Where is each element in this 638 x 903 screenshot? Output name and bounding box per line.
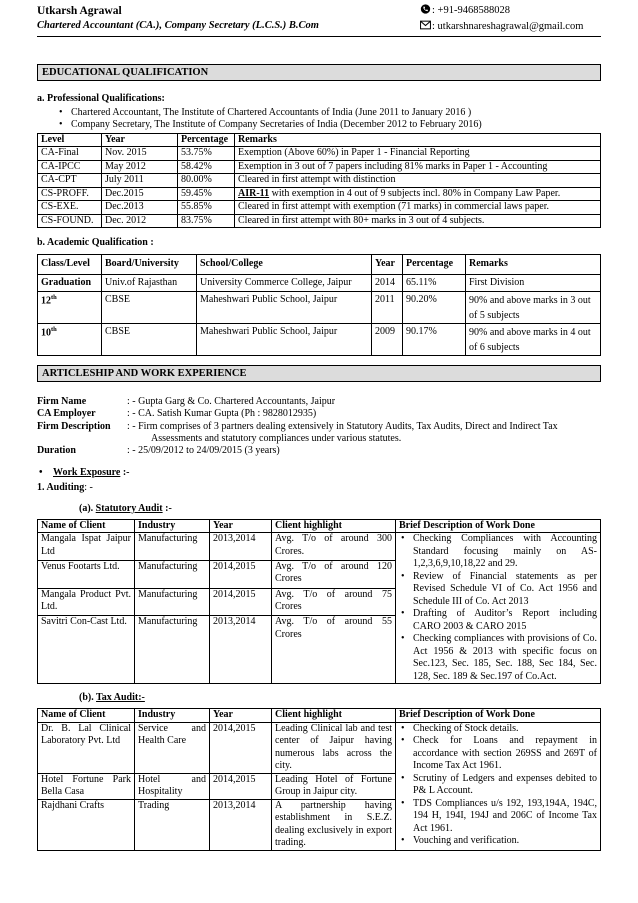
table-cell: Cleared in first attempt with exemption (71 marks) in commercial laws paper. xyxy=(235,201,601,215)
academic-qualification-heading: b. Academic Qualification : xyxy=(37,237,154,249)
table-cell: 53.75% xyxy=(178,147,235,161)
table-row xyxy=(38,214,601,228)
table-cell: Avg. T/o of around 75 Crores xyxy=(272,588,396,616)
table-row xyxy=(38,324,601,356)
tax-prefix: (b). xyxy=(79,692,97,704)
table-cell: Leading Hotel of Fortune Group in Jaipur city. xyxy=(272,773,396,799)
column-header: Client highlight xyxy=(272,519,396,533)
table-cell: 90.17% xyxy=(403,324,466,356)
firm-description-value xyxy=(127,421,601,445)
firm-description-label: Firm Description xyxy=(37,420,111,432)
table-cell: Avg. T/o of around 55 Crores xyxy=(272,616,396,684)
list-item: • Checking of Stock details. xyxy=(399,723,597,736)
table-cell: 2014,2015 xyxy=(210,722,272,773)
table-cell: Trading xyxy=(135,799,210,850)
duration-row xyxy=(37,445,601,457)
table-cell: CBSE xyxy=(102,292,197,324)
table-cell: Dec.2015 xyxy=(102,187,178,201)
firm-details xyxy=(37,396,601,457)
employer-row xyxy=(37,408,601,420)
table-cell: 2013,2014 xyxy=(210,533,272,561)
table-cell: May 2012 xyxy=(102,160,178,174)
duration-value: : - 25/09/2012 to 24/09/2015 (3 years) xyxy=(127,445,280,456)
table-cell: Manufacturing xyxy=(135,588,210,616)
professional-qualifications-heading: a. Professional Qualifications: xyxy=(37,93,165,104)
table-cell: Exemption (Above 60%) in Paper 1 - Financial Reporting xyxy=(235,147,601,161)
list-item: • Vouching and verification. xyxy=(399,835,597,848)
table-cell xyxy=(38,292,102,324)
table-cell: Leading Clinical lab and test center of Jaipur having numerous labs across the city. xyxy=(272,722,396,773)
column-header: Name of Client xyxy=(38,709,135,723)
table-row xyxy=(38,160,601,174)
firm-description-line-2: Assessments and statutory compliances under various statutes. xyxy=(151,432,402,444)
table-cell: Maheshwari Public School, Jaipur xyxy=(197,324,372,356)
work-exposure-label: Work Exposure xyxy=(53,467,121,479)
table-cell: Manufacturing xyxy=(135,616,210,684)
auditing-heading xyxy=(37,482,601,494)
work-exposure-suffix: :- xyxy=(120,467,130,479)
column-header: Brief Description of Work Done xyxy=(396,709,601,723)
column-header: Year xyxy=(210,709,272,723)
statutory-audit-heading xyxy=(37,503,601,515)
ordinal-suffix: th xyxy=(51,294,57,302)
table-cell: Exemption in 3 out of 7 papers including 81% marks in Paper 1 - Accounting xyxy=(235,160,601,174)
table-cell: 2014,2015 xyxy=(210,588,272,616)
table-cell: 2009 xyxy=(372,324,403,356)
work-exposure-heading xyxy=(37,467,601,479)
list-item: • Review of Financial statements as per Revised Schedule VI of Co. Act 1956 and Schedule III of Co. Act 2013 xyxy=(399,571,597,609)
list-item: • Checking Compliances with Accounting Standard focusing mainly on AS-1,2,3,6,9,10,18,22 and 29. xyxy=(399,533,597,571)
table-row xyxy=(38,292,601,324)
section-title-work-experience: ARTICLESHIP AND WORK EXPERIENCE xyxy=(37,365,601,382)
table-cell: CS-PROFF. xyxy=(38,187,102,201)
table-header-row xyxy=(38,709,601,723)
column-header: Class/Level xyxy=(38,255,102,275)
firm-description-row xyxy=(37,421,601,445)
list-item: • TDS Compliances u/s 192, 193,194A, 194C, 194 H, 194I, 194J and 206C of Income Tax Act 1961. xyxy=(399,798,597,836)
phone-contact xyxy=(420,4,510,18)
employer-value: : - CA. Satish Kumar Gupta (Ph : 9828012935) xyxy=(127,408,317,420)
table-cell: 59.45% xyxy=(178,187,235,201)
table-header-row xyxy=(38,133,601,147)
table-row xyxy=(38,174,601,188)
table-cell: 2014,2015 xyxy=(210,560,272,588)
list-item: • Checking compliances with provisions of Co. Act 1956 & 2013 with specific focus on Sec.123, Sec. 185, Sec. 188, Sec 184, Sec. 128, Sec. 189 & Sec.197 of Co.Act. xyxy=(399,633,597,683)
work-description-cell xyxy=(396,533,601,684)
table-cell: Dec.2013 xyxy=(102,201,178,215)
phone-number: : +91-9468588028 xyxy=(432,5,510,16)
column-header: Year xyxy=(372,255,403,275)
table-cell: Avg. T/o of around 120 Crores xyxy=(272,560,396,588)
table-cell: Maheshwari Public School, Jaipur xyxy=(197,292,372,324)
list-item: • Drafting of Auditor’s Report including CARO 2003 & CARO 2015 xyxy=(399,608,597,633)
firm-name-label: Firm Name xyxy=(37,396,87,408)
envelope-icon xyxy=(420,20,431,30)
table-cell: 55.85% xyxy=(178,201,235,215)
email-address[interactable]: : utkarshnareshagrawal@gmail.com xyxy=(432,21,584,32)
table-row xyxy=(38,533,601,561)
table-cell: CS-EXE. xyxy=(38,201,102,215)
table-cell: Dr. B. Lal Clinical Laboratory Pvt. Ltd xyxy=(38,722,135,773)
column-header: Year xyxy=(102,133,178,147)
class-level: 10 xyxy=(41,327,51,339)
table-header-row xyxy=(38,255,601,275)
academic-results-table xyxy=(37,254,601,356)
table-cell: Hotel Fortune Park Bella Casa xyxy=(38,773,135,799)
statutory-label: Statutory Audit xyxy=(95,502,163,514)
duration-label: Duration xyxy=(37,445,76,456)
table-cell: 58.42% xyxy=(178,160,235,174)
column-header: Percentage xyxy=(403,255,466,275)
table-cell: 90.20% xyxy=(403,292,466,324)
table-cell: University Commerce College, Jaipur xyxy=(197,275,372,292)
tax-work-list xyxy=(399,723,597,848)
resume-header xyxy=(37,0,601,48)
table-cell: Manufacturing xyxy=(135,560,210,588)
table-cell: 2013,2014 xyxy=(210,616,272,684)
table-cell: 2014,2015 xyxy=(210,773,272,799)
list-item: • Company Secretary, The Institute of Company Secretaries of India (December 2012 to February 2016) xyxy=(57,119,601,131)
table-cell: Manufacturing xyxy=(135,533,210,561)
professional-qualifications-list xyxy=(37,107,601,131)
ordinal-suffix: th xyxy=(51,326,57,334)
table-cell: Mangala Product Pvt. Ltd. xyxy=(38,588,135,616)
column-header: Brief Description of Work Done xyxy=(396,519,601,533)
column-header: Industry xyxy=(135,709,210,723)
column-header: Client highlight xyxy=(272,709,396,723)
table-row xyxy=(38,187,601,201)
column-header: Remarks xyxy=(235,133,601,147)
table-cell: CA-Final xyxy=(38,147,102,161)
table-cell: 83.75% xyxy=(178,214,235,228)
header-divider xyxy=(37,36,601,37)
table-cell xyxy=(235,187,601,201)
table-row xyxy=(38,275,601,292)
remark-text: with exemption in 4 out of 9 subjects incl. 80% in Company Law Paper. xyxy=(269,187,561,199)
table-cell: 65.11% xyxy=(403,275,466,292)
column-header: Name of Client xyxy=(38,519,135,533)
table-cell: Service and Health Care xyxy=(135,722,210,773)
candidate-name: Utkarsh Agrawal xyxy=(37,5,122,17)
column-header: Year xyxy=(210,519,272,533)
table-cell: Mangala Ispat Jaipur Ltd xyxy=(38,533,135,561)
table-cell: Graduation xyxy=(38,275,102,292)
auditing-suffix: : - xyxy=(84,482,93,494)
table-cell: First Division xyxy=(466,275,601,292)
table-cell: 2011 xyxy=(372,292,403,324)
table-cell: Cleared in first attempt with distinction xyxy=(235,174,601,188)
table-row xyxy=(38,722,601,773)
statutory-suffix: :- xyxy=(162,502,172,514)
column-header: Remarks xyxy=(466,255,601,275)
table-cell: 80.00% xyxy=(178,174,235,188)
table-header-row xyxy=(38,519,601,533)
table-cell xyxy=(38,324,102,356)
table-cell: Dec. 2012 xyxy=(102,214,178,228)
table-cell: Rajdhani Crafts xyxy=(38,799,135,850)
column-header: Level xyxy=(38,133,102,147)
column-header: School/College xyxy=(197,255,372,275)
work-description-cell xyxy=(396,722,601,850)
column-header: Percentage xyxy=(178,133,235,147)
email-contact xyxy=(420,20,583,34)
table-row xyxy=(38,201,601,215)
firm-name-row xyxy=(37,396,601,408)
table-cell: Avg. T/o of around 300 Crores. xyxy=(272,533,396,561)
employer-label: CA Employer xyxy=(37,408,96,420)
table-cell: 2014 xyxy=(372,275,403,292)
firm-name-value: : - Gupta Garg & Co. Chartered Accountants, Jaipur xyxy=(127,396,336,408)
list-item: • Chartered Accountant, The Institute of Chartered Accountants of India (June 2011 to January 2016 ) xyxy=(57,107,601,119)
table-cell: Savitri Con-Cast Ltd. xyxy=(38,616,135,684)
tax-audit-table xyxy=(37,708,601,851)
statutory-audit-table xyxy=(37,519,601,685)
list-item: • Scrutiny of Ledgers and expenses debited to P& L Account. xyxy=(399,773,597,798)
class-level: 12 xyxy=(41,295,51,307)
list-item xyxy=(37,467,601,479)
table-row xyxy=(38,147,601,161)
table-cell: A partnership having establishment in S.E.Z. dealing exclusively in export trading. xyxy=(272,799,396,850)
rank-highlight: AIR-11 xyxy=(238,187,270,199)
phone-icon xyxy=(420,4,431,14)
table-cell: Venus Footarts Ltd. xyxy=(38,560,135,588)
tax-label: Tax Audit:- xyxy=(96,692,145,704)
auditing-label: 1. Auditing xyxy=(37,482,85,494)
table-cell: 90% and above marks in 4 out of 6 subjects xyxy=(466,324,601,356)
professional-results-table xyxy=(37,133,601,229)
table-cell: Hotel and Hospitality xyxy=(135,773,210,799)
table-cell: July 2011 xyxy=(102,174,178,188)
firm-description-line-1: : - Firm comprises of 3 partners dealing extensively in Statutory Audits, Tax Audits, Direct and Indirect Tax xyxy=(127,420,558,432)
candidate-qualifications: Chartered Accountant (CA.), Company Secretary (L.C.S.) B.Com xyxy=(37,20,319,31)
table-cell: Cleared in first attempt with 80+ marks in 3 out of 4 subjects. xyxy=(235,214,601,228)
table-cell: Nov. 2015 xyxy=(102,147,178,161)
statutory-prefix: (a). xyxy=(79,502,96,514)
column-header: Board/University xyxy=(102,255,197,275)
statutory-work-list xyxy=(399,533,597,683)
column-header: Industry xyxy=(135,519,210,533)
section-title-education: EDUCATIONAL QUALIFICATION xyxy=(37,64,601,81)
table-cell: 2013,2014 xyxy=(210,799,272,850)
table-cell: 90% and above marks in 3 out of 5 subjects xyxy=(466,292,601,324)
tax-audit-heading xyxy=(37,692,601,704)
table-cell: CBSE xyxy=(102,324,197,356)
table-cell: CA-IPCC xyxy=(38,160,102,174)
table-cell: CA-CPT xyxy=(38,174,102,188)
table-cell: Univ.of Rajasthan xyxy=(102,275,197,292)
list-item: • Check for Loans and repayment in accordance with section 269SS and 269T of Income Tax Act 1961. xyxy=(399,735,597,773)
table-cell: CS-FOUND. xyxy=(38,214,102,228)
